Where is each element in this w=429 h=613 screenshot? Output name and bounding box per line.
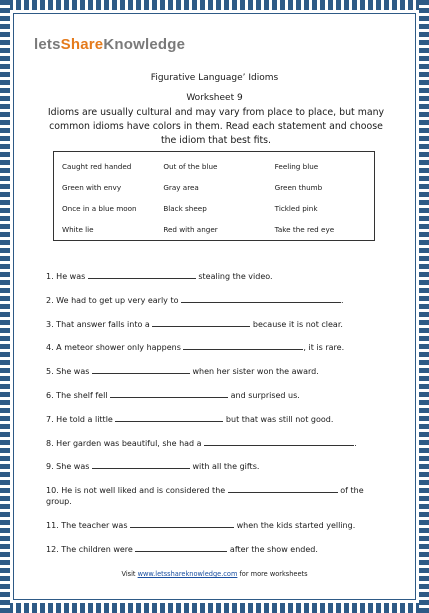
answer-blank[interactable] bbox=[92, 460, 190, 469]
question-item bbox=[46, 294, 384, 306]
question-item bbox=[46, 543, 384, 555]
word-bank-item: Tickled pink bbox=[274, 204, 318, 213]
word-bank-item: Take the red eye bbox=[274, 225, 335, 234]
answer-blank[interactable] bbox=[204, 437, 354, 446]
question-text-after: . bbox=[354, 438, 357, 448]
answer-blank[interactable] bbox=[152, 318, 250, 327]
answer-blank[interactable] bbox=[110, 389, 228, 398]
question-text: 7. He told a little bbox=[46, 414, 116, 424]
answer-blank[interactable] bbox=[88, 270, 196, 279]
word-bank-row bbox=[62, 219, 366, 240]
website-link[interactable]: www.letsshareknowledge.com bbox=[137, 570, 238, 578]
question-list bbox=[46, 270, 384, 567]
question-text: 9. She was bbox=[46, 462, 92, 472]
footer bbox=[0, 570, 429, 578]
question-item bbox=[46, 270, 384, 282]
page-title: Figurative Language’ Idioms bbox=[150, 73, 279, 83]
question-text: 3. That answer falls into a bbox=[46, 319, 153, 329]
answer-blank[interactable] bbox=[92, 365, 190, 374]
worksheet-number: Worksheet 9 bbox=[186, 93, 243, 103]
question-text-after: and surprised us. bbox=[228, 390, 300, 400]
question-text-after: with all the gifts. bbox=[189, 462, 260, 472]
question-text-after: because it is not clear. bbox=[250, 319, 343, 329]
question-item bbox=[46, 341, 384, 353]
answer-blank[interactable] bbox=[115, 413, 223, 422]
question-item bbox=[46, 519, 384, 531]
logo-share: Share bbox=[60, 36, 104, 53]
decorative-border-top bbox=[0, 0, 429, 10]
question-item bbox=[46, 437, 384, 449]
word-bank-row bbox=[62, 156, 366, 177]
question-text-after: when the kids started yelling. bbox=[234, 520, 356, 530]
question-text: 10. He is not well liked and is considered the bbox=[46, 486, 228, 496]
logo-kn: Kn bbox=[103, 36, 124, 53]
footer-before: Visit bbox=[121, 570, 138, 578]
question-text: 6. The shelf fell bbox=[46, 390, 111, 400]
question-text-after: , it is rare. bbox=[303, 343, 345, 353]
question-item bbox=[46, 365, 384, 377]
word-bank-item: White lie bbox=[62, 225, 94, 234]
question-item bbox=[46, 484, 384, 507]
word-bank-item: Green with envy bbox=[62, 183, 122, 192]
word-bank-item: Gray area bbox=[163, 183, 199, 192]
site-logo bbox=[34, 26, 185, 52]
question-item bbox=[46, 318, 384, 330]
word-bank-item: Red with anger bbox=[163, 225, 218, 234]
question-item bbox=[46, 460, 384, 472]
word-bank-item: Once in a blue moon bbox=[62, 204, 137, 213]
question-text: 1. He was bbox=[46, 272, 88, 281]
word-bank bbox=[53, 151, 375, 241]
word-bank-item: Feeling blue bbox=[274, 162, 319, 171]
instructions: Idioms are usually cultural and may vary from place to place, but many common idioms have colors in them. Read each statement and choose the idiom that best fits. bbox=[47, 107, 385, 146]
question-text: 12. The children were bbox=[46, 544, 136, 554]
logo-prefix: lets bbox=[34, 36, 61, 53]
word-bank-item: Green thumb bbox=[274, 183, 323, 192]
answer-blank[interactable] bbox=[183, 341, 303, 350]
decorative-border-bottom bbox=[0, 603, 429, 613]
answer-blank[interactable] bbox=[228, 484, 338, 493]
question-text: 11. The teacher was bbox=[46, 520, 131, 530]
word-bank-item: Black sheep bbox=[163, 204, 207, 213]
question-text-after: . bbox=[341, 295, 344, 305]
answer-blank[interactable] bbox=[181, 294, 341, 303]
word-bank-row bbox=[62, 177, 366, 198]
question-item bbox=[46, 413, 384, 425]
question-text-after: stealing the video. bbox=[195, 272, 273, 281]
question-text-after: after the show ended. bbox=[227, 544, 318, 554]
question-text: 4. A meteor shower only happens bbox=[46, 343, 184, 353]
footer-after: for more worksheets bbox=[237, 570, 308, 578]
question-text: 2. We had to get up very early to bbox=[46, 295, 182, 305]
question-text-after: when her sister won the award. bbox=[189, 367, 319, 377]
answer-blank[interactable] bbox=[135, 543, 227, 552]
question-item bbox=[46, 389, 384, 401]
word-bank-item: Caught red handed bbox=[62, 162, 132, 171]
decorative-border-left bbox=[0, 0, 10, 613]
answer-blank[interactable] bbox=[130, 519, 234, 528]
question-text-after: but that was still not good. bbox=[223, 414, 334, 424]
decorative-border-right bbox=[419, 0, 429, 613]
question-text: 5. She was bbox=[46, 367, 92, 377]
question-text-after: of the group. bbox=[46, 486, 364, 507]
word-bank-item: Out of the blue bbox=[163, 162, 218, 171]
logo-rest: owledge bbox=[123, 36, 186, 53]
word-bank-row bbox=[62, 198, 366, 219]
question-text: 8. Her garden was beautiful, she had a bbox=[46, 438, 205, 448]
